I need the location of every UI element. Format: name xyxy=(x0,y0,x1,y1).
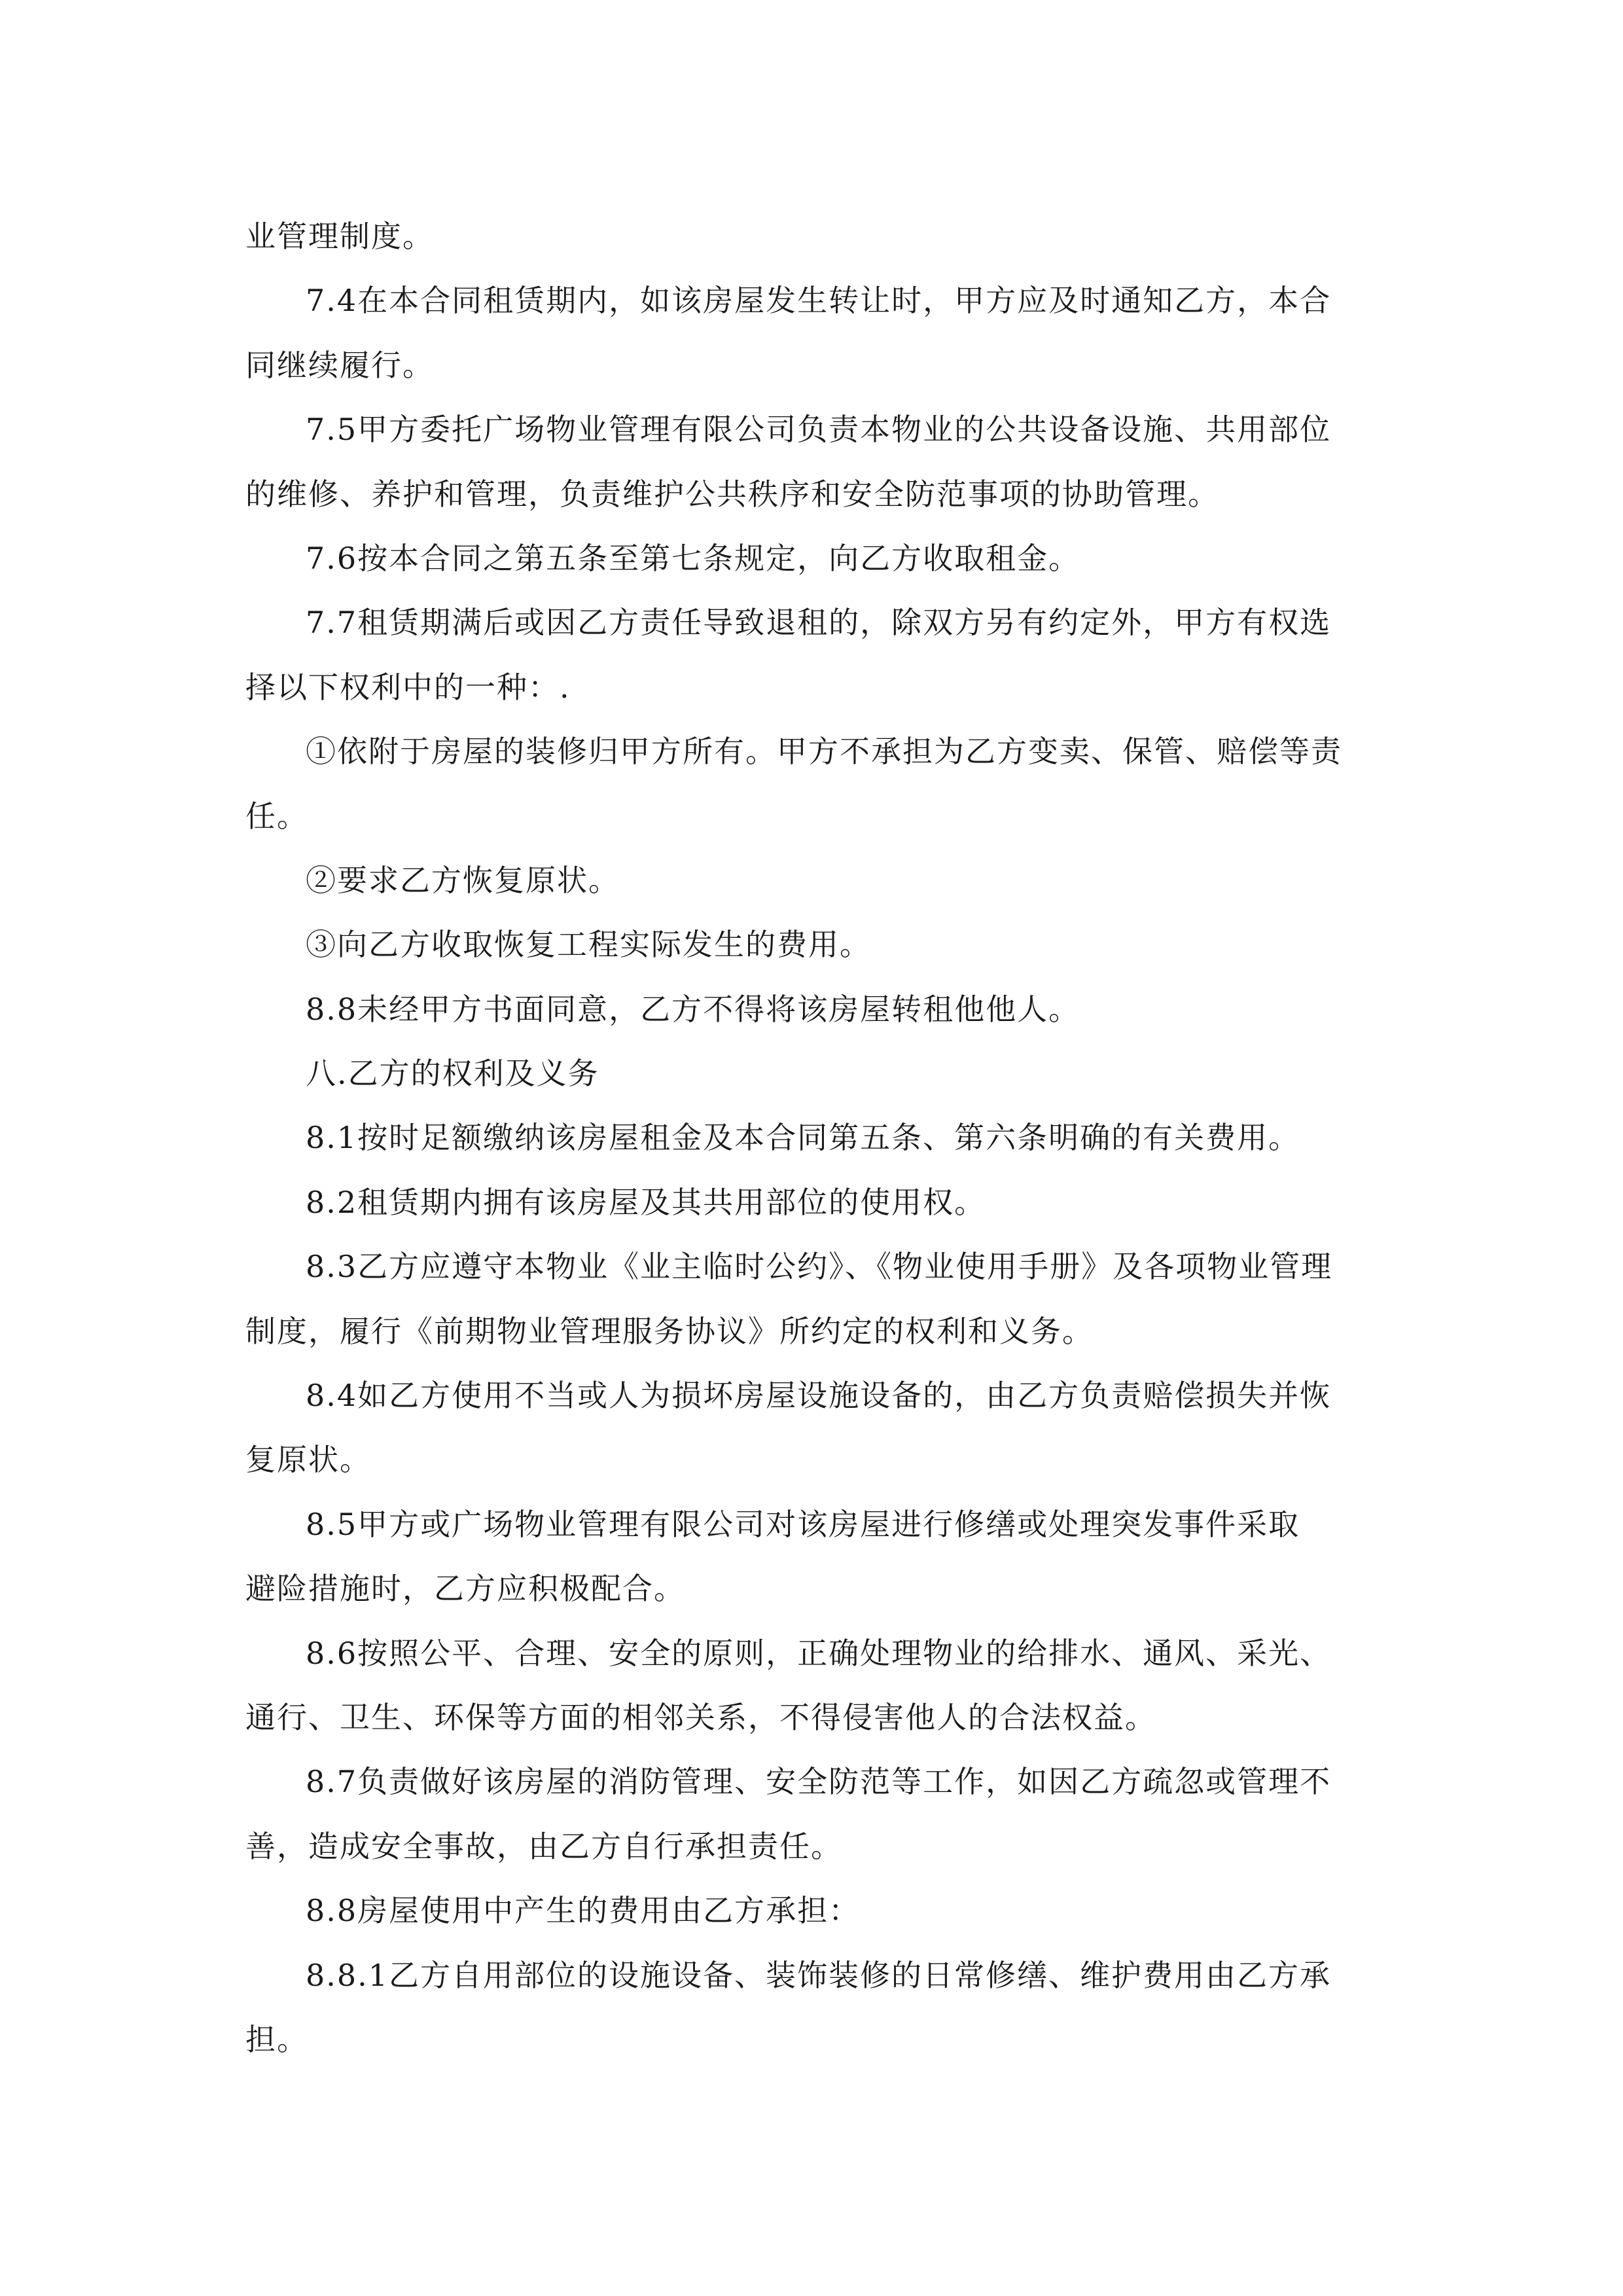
text-line: 7.4在本合同租赁期内，如该房屋发生转让时，甲方应及时通知乙方，本合 xyxy=(306,283,1332,319)
text-line: ①依附于房屋的装修归甲方所有。甲方不承担为乙方变卖、保管、赔偿等责 xyxy=(306,734,1342,770)
text-line: 避险措施时，乙方应积极配合。 xyxy=(245,1571,685,1607)
text-line: 8.7负责做好该房屋的消防管理、安全防范等工作，如因乙方疏忽或管理不 xyxy=(306,1764,1332,1800)
text-line: 8.8.1乙方自用部位的设施设备、装饰装修的日常修缮、维护费用由乙方承 xyxy=(306,1957,1332,1993)
text-line: 8.4如乙方使用不当或人为损坏房屋设施设备的，由乙方负责赔偿损失并恢 xyxy=(306,1378,1332,1414)
text-line: 8.5甲方或广场物业管理有限公司对该房屋进行修缮或处理突发事件采取 xyxy=(306,1506,1300,1542)
text-line: ②要求乙方恢复原状。 xyxy=(306,862,620,898)
text-line: 8.3乙方应遵守本物业《业主临时公约》、《物业使用手册》及各项物业管理 xyxy=(306,1249,1333,1285)
text-line: 任。 xyxy=(245,798,308,834)
text-line: 7.5甲方委托广场物业管理有限公司负责本物业的公共设备设施、共用部位 xyxy=(306,412,1332,448)
text-line: 8.2租赁期内拥有该房屋及其共用部位的使用权。 xyxy=(306,1184,986,1220)
text-line: 8.8房屋使用中产生的费用由乙方承担： xyxy=(306,1893,861,1929)
section-heading: 八.乙方的权利及义务 xyxy=(306,1056,599,1092)
text-line: 同继续履行。 xyxy=(245,347,434,383)
text-line: 择以下权利中的一种：. xyxy=(245,669,571,705)
text-line: 制度，履行《前期物业管理服务协议》所约定的权利和义务。 xyxy=(245,1313,1094,1349)
text-line: 善，造成安全事故，由乙方自行承担责任。 xyxy=(245,1828,842,1864)
text-line: 8.8未经甲方书面同意，乙方不得将该房屋转租他他人。 xyxy=(306,991,1080,1027)
document-body xyxy=(245,204,1397,2072)
text-line: 通行、卫生、环保等方面的相邻关系，不得侵害他人的合法权益。 xyxy=(245,1699,1156,1735)
text-line: 8.1按时足额缴纳该房屋租金及本合同第五条、第六条明确的有关费用。 xyxy=(306,1120,1300,1156)
text-line: 复原状。 xyxy=(245,1442,371,1478)
text-line: 7.6按本合同之第五条至第七条规定，向乙方收取租金。 xyxy=(306,540,1080,576)
text-line: 7.7租赁期满后或因乙方责任导致退租的，除双方另有约定外，甲方有权选 xyxy=(306,605,1332,641)
text-line: 业管理制度。 xyxy=(245,219,434,254)
text-line: ③向乙方收取恢复工程实际发生的费用。 xyxy=(306,927,871,963)
text-line: 的维修、养护和管理，负责维护公共秩序和安全防范事项的协助管理。 xyxy=(245,476,1219,512)
text-line: 担。 xyxy=(245,2021,308,2057)
text-line: 8.6按照公平、合理、安全的原则，正确处理物业的给排水、通风、采光、 xyxy=(306,1635,1332,1671)
